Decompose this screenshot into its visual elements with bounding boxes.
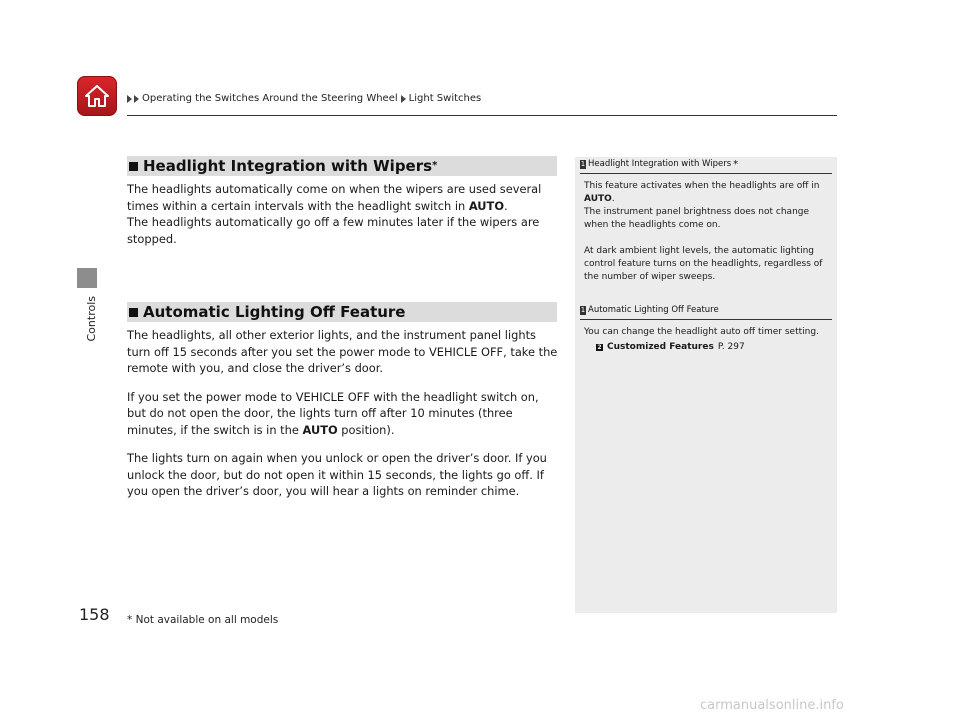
breadcrumb-arrow-icon [127,95,132,103]
footnote: * Not available on all models [127,614,279,626]
note-number-icon: 1 [580,306,586,314]
reference-arrow-icon: 2 [597,344,602,351]
paragraph: If you set the power mode to VEHICLE OFF with the headlight switch on, but do not open the door, the lights turn off after 10 minutes (three minutes, if the switch is in the AUTO position). [127,389,539,437]
keyword: AUTO [302,422,338,437]
reference-page: P. 297 [717,342,745,352]
paragraph: The lights turn on again when you unlock or open the driver’s door. If you unlock the door, but do not open it within 15 seconds, the lights go off. If you open the driver’s door, you will hear a lights on reminder chime. [127,451,547,498]
breadcrumb [127,93,481,104]
note-title: 1 Automatic Lighting Off Feature [580,304,832,320]
keyword: AUTO [584,194,612,204]
section-title: Headlight Integration with Wipers [143,157,433,175]
breadcrumb-arrow-icon [401,95,406,103]
section-heading: Headlight Integration with Wipers * [127,156,557,176]
side-note [580,304,832,354]
house-glyph [83,82,111,110]
breadcrumb-item[interactable]: Operating the Switches Around the Steering Wheel [142,93,398,104]
note-body: This feature activates when the headlights are off in AUTO. The instrument panel brightness does not change when the headlights come on. At dark ambient light levels, the automatic lighting control feature turns on the headlights, regardless of the number of wiper sweeps. [584,181,823,282]
home-icon[interactable] [77,76,117,116]
breadcrumb-arrow-icon [134,95,139,103]
header-divider [127,115,837,116]
section-title: Automatic Lighting Off Feature [143,303,406,321]
sidebar-section-label: Controls [85,296,98,342]
note-number-icon: 1 [580,160,586,168]
side-note [580,158,832,284]
reference-label: Customized Features [607,342,714,352]
keyword: AUTO [468,198,505,213]
breadcrumb-item[interactable]: Light Switches [408,93,482,104]
note-body: You can change the headlight auto off timer setting. 2 Customized Features P. 297 [580,326,832,354]
note-title: 1 Headlight Integration with Wipers * [580,158,832,174]
square-bullet-icon [129,162,138,171]
section-tab-marker [77,268,97,288]
section-body [127,181,559,247]
square-bullet-icon [129,308,138,317]
section-heading [127,302,557,322]
cross-reference-link[interactable] [584,341,832,354]
page-number: 158 [79,605,110,624]
section-body [127,327,559,500]
sidebar-section [85,296,99,348]
paragraph: The headlights automatically come on when the wipers are used several times within a certain intervals with the headlight switch in AUTO. The headlights automatically go off a few minutes later if the wipers are stopped. [127,182,542,246]
watermark: carmanualsonline.info [700,698,844,713]
paragraph: The headlights, all other exterior lights, and the instrument panel lights turn off 15 seconds after you set the power mode to VEHICLE OFF, take the remote with you, and close the driver’s door. [127,328,558,375]
